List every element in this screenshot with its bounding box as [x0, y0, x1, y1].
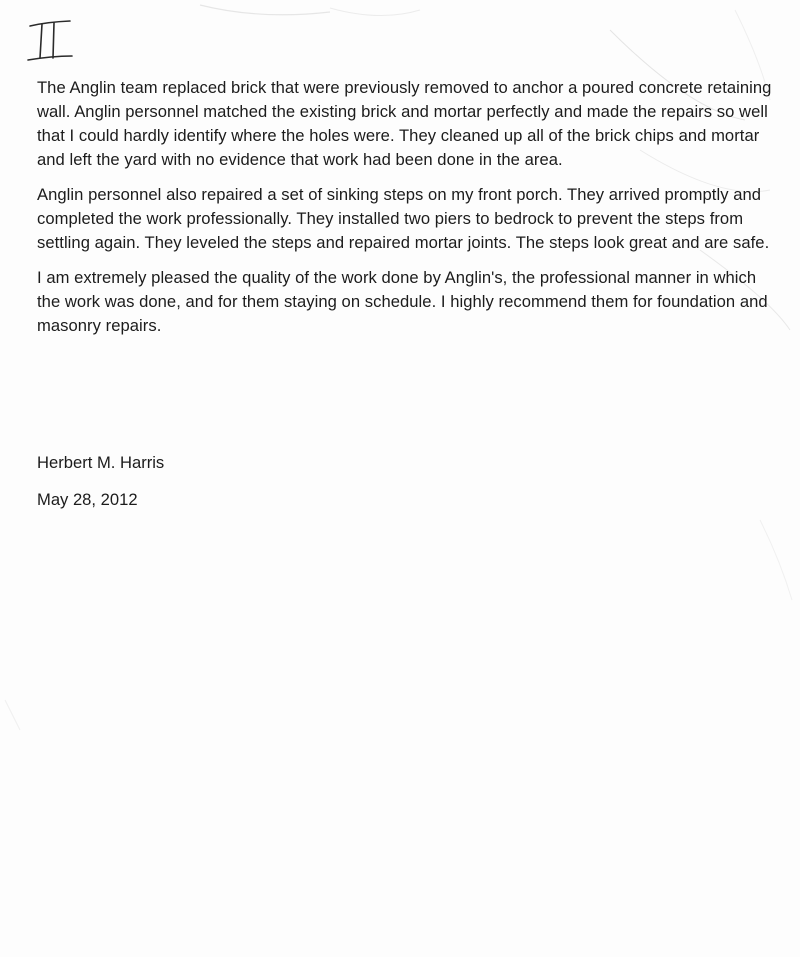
- paragraph-porch-steps: Anglin personnel also repaired a set of sinking steps on my front porch. They arrived promptly and completed the work professionally. They installed two piers to bedrock to prevent the steps from settling again. They leveled the steps and repaired mortar joints. The steps look great and are safe.: [37, 185, 770, 252]
- letter-date: May 28, 2012: [37, 490, 138, 509]
- paragraph-brick-repair: The Anglin team replaced brick that were previously removed to anchor a poured concrete retaining wall. Anglin personnel matched the existing brick and mortar perfectly and made the repairs so well that I could hardly identify where the holes were. They cleaned up all of the brick chips and mortar and left the yard with no evidence that work had been done in the area.: [37, 78, 772, 169]
- section-marker-roman-two: [22, 16, 82, 66]
- letter-body: [37, 76, 777, 349]
- signature-name: Herbert M. Harris: [37, 453, 165, 472]
- paragraph-recommendation: I am extremely pleased the quality of the work done by Anglin's, the professional manner in which the work was done, and for them staying on schedule. I highly recommend them for foundation and masonry repairs.: [37, 268, 768, 335]
